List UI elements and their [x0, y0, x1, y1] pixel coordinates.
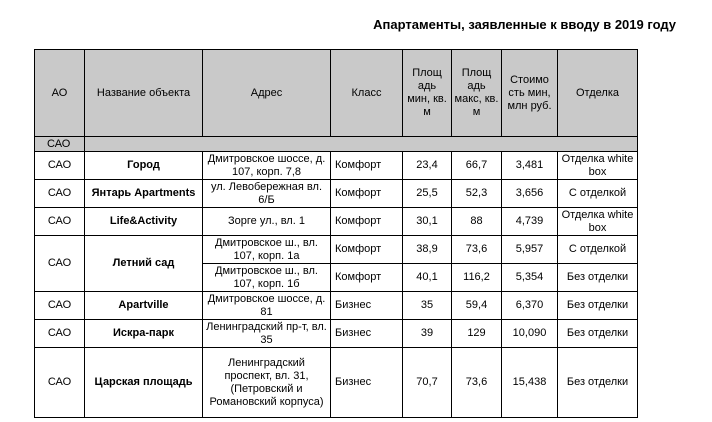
cell-address: Дмитровское ш., вл. 107, корп. 1а: [203, 236, 331, 264]
header-class: Класс: [331, 50, 403, 137]
cell-area-max: 116,2: [452, 264, 502, 292]
cell-area-max: 52,3: [452, 180, 502, 208]
cell-area-max: 59,4: [452, 292, 502, 320]
cell-cost: 15,438: [502, 348, 558, 418]
cell-area-max: 129: [452, 320, 502, 348]
table-row: [35, 208, 638, 236]
cell-area-min: 30,1: [403, 208, 452, 236]
cell-cost: 10,090: [502, 320, 558, 348]
cell-address: Зорге ул., вл. 1: [203, 208, 331, 236]
cell-finish: С отделкой: [558, 180, 638, 208]
cell-address: Ленинградский проспект, вл. 31, (Петровский и Романовский корпуса): [203, 348, 331, 418]
cell-area-min: 23,4: [403, 152, 452, 180]
cell-ao: САО: [35, 236, 85, 292]
cell-finish: Отделка white box: [558, 208, 638, 236]
cell-area-min: 35: [403, 292, 452, 320]
region-row: [35, 137, 638, 152]
cell-area-max: 73,6: [452, 348, 502, 418]
cell-address: Дмитровское ш., вл. 107, корп. 1б: [203, 264, 331, 292]
cell-area-min: 40,1: [403, 264, 452, 292]
cell-area-min: 25,5: [403, 180, 452, 208]
header-cost-min: Стоимо сть мин, млн руб.: [502, 50, 558, 137]
cell-class: Комфорт: [331, 236, 403, 264]
cell-area-min: 38,9: [403, 236, 452, 264]
cell-name: Город: [85, 152, 203, 180]
cell-name: Летний сад: [85, 236, 203, 292]
cell-cost: 5,354: [502, 264, 558, 292]
cell-ao: САО: [35, 348, 85, 418]
cell-address: ул. Левобережная вл. 6/Б: [203, 180, 331, 208]
cell-finish: Без отделки: [558, 292, 638, 320]
cell-finish: Отделка white box: [558, 152, 638, 180]
page-title: Апартаменты, заявленные к вводу в 2019 году: [373, 17, 676, 32]
cell-cost: 3,656: [502, 180, 558, 208]
cell-address: Дмитровское шоссе, д. 81: [203, 292, 331, 320]
table-row: [35, 236, 638, 264]
cell-cost: 6,370: [502, 292, 558, 320]
cell-class: Комфорт: [331, 208, 403, 236]
cell-address: Дмитровское шоссе, д. 107, корп. 7,8: [203, 152, 331, 180]
header-address: Адрес: [203, 50, 331, 137]
apartments-table: [34, 49, 638, 418]
cell-ao: САО: [35, 152, 85, 180]
cell-ao: САО: [35, 320, 85, 348]
cell-ao: САО: [35, 180, 85, 208]
cell-area-max: 66,7: [452, 152, 502, 180]
region-label: САО: [35, 137, 85, 152]
cell-cost: 3,481: [502, 152, 558, 180]
cell-area-max: 73,6: [452, 236, 502, 264]
cell-name: Искра-парк: [85, 320, 203, 348]
cell-class: Комфорт: [331, 152, 403, 180]
header-name: Название объекта: [85, 50, 203, 137]
header-area-max: Площ адь макс, кв. м: [452, 50, 502, 137]
table-row: [35, 152, 638, 180]
table-row: [35, 180, 638, 208]
cell-class: Комфорт: [331, 180, 403, 208]
cell-ao: САО: [35, 208, 85, 236]
cell-finish: Без отделки: [558, 320, 638, 348]
table-row: [35, 320, 638, 348]
cell-finish: Без отделки: [558, 264, 638, 292]
cell-address: Ленинградский пр-т, вл. 35: [203, 320, 331, 348]
cell-finish: С отделкой: [558, 236, 638, 264]
cell-name: Life&Activity: [85, 208, 203, 236]
cell-area-max: 88: [452, 208, 502, 236]
cell-area-min: 39: [403, 320, 452, 348]
cell-class: Бизнес: [331, 320, 403, 348]
cell-cost: 4,739: [502, 208, 558, 236]
cell-finish: Без отделки: [558, 348, 638, 418]
header-ao: АО: [35, 50, 85, 137]
table-row: [35, 348, 638, 418]
cell-ao: САО: [35, 292, 85, 320]
cell-name: Apartville: [85, 292, 203, 320]
cell-class: Бизнес: [331, 292, 403, 320]
header-area-min: Площ адь мин, кв. м: [403, 50, 452, 137]
cell-area-min: 70,7: [403, 348, 452, 418]
cell-class: Комфорт: [331, 264, 403, 292]
cell-cost: 5,957: [502, 236, 558, 264]
cell-name: Царская площадь: [85, 348, 203, 418]
cell-name: Янтарь Apartments: [85, 180, 203, 208]
cell-class: Бизнес: [331, 348, 403, 418]
table-row: [35, 292, 638, 320]
header-row: [35, 50, 638, 137]
header-finish: Отделка: [558, 50, 638, 137]
